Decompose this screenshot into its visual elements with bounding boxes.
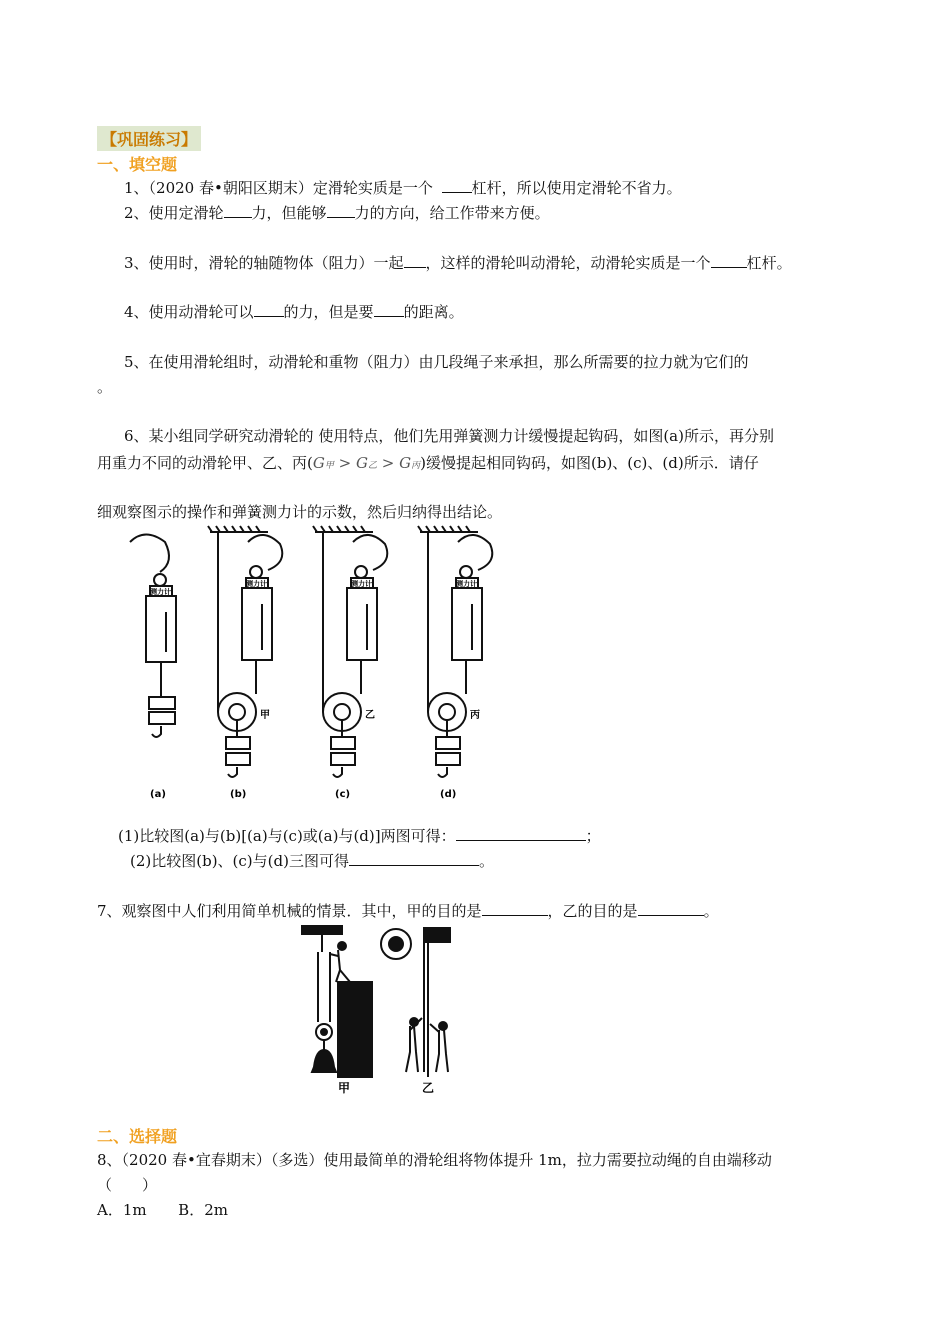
fig-label-c: (c) bbox=[335, 789, 351, 800]
fig-label-b: (b) bbox=[230, 789, 247, 800]
pulley-label-bing: 丙 bbox=[470, 710, 480, 721]
q6-sub1-end: ； bbox=[585, 827, 601, 845]
pulley-label-yi: 乙 bbox=[365, 710, 375, 721]
pulley-scene-figure bbox=[298, 922, 468, 1097]
q1-text-a: 1、（2020 春•朝阳区期末）定滑轮实质是一个 bbox=[124, 179, 433, 197]
question-5-line1: 5、在使用滑轮组时，动滑轮和重物（阻力）由几段绳子来承担，那么所需要的拉力就为它们的 bbox=[124, 353, 749, 371]
meter-label-b: 测力计 bbox=[246, 580, 267, 588]
question-6-sub1 bbox=[118, 825, 601, 846]
option-b[interactable]: B．2m bbox=[178, 1201, 228, 1219]
q1-text-b: 杠杆，所以使用定滑轮不省力。 bbox=[471, 179, 682, 197]
section-fill-blank-title: 一、填空题 bbox=[97, 155, 178, 174]
q6-sub1-blank[interactable] bbox=[456, 826, 586, 841]
q7-blank-1[interactable] bbox=[482, 901, 548, 916]
fig-label-d: (d) bbox=[440, 789, 457, 800]
q7-text-c: 。 bbox=[703, 902, 719, 920]
q4-text-a: 4、使用动滑轮可以 bbox=[124, 303, 254, 321]
pulley-label-jia: 甲 bbox=[260, 710, 270, 721]
q7-blank-2[interactable] bbox=[638, 901, 704, 916]
q2-blank-1[interactable] bbox=[224, 203, 252, 218]
q2-text-c: 力的方向，给工作带来方便。 bbox=[354, 204, 550, 222]
q4-blank-1[interactable] bbox=[254, 302, 284, 317]
fig-label-a: (a) bbox=[150, 789, 166, 800]
q6-line2-a: 用重力不同的动滑轮甲、乙、丙( bbox=[97, 454, 313, 472]
question-8-line1: 8、（2020 春•宜春期末）（多选）使用最简单的滑轮组将物体提升 1m，拉力需要拉动绳的自由端移动 bbox=[97, 1151, 772, 1169]
q2-text-a: 2、使用定滑轮 bbox=[124, 204, 224, 222]
q6-formula: G甲 > G乙 > G丙 bbox=[312, 454, 421, 472]
practice-header: 【巩固练习】 bbox=[97, 126, 201, 151]
meter-label-c: 测力计 bbox=[351, 580, 372, 588]
question-6-line2 bbox=[97, 452, 759, 473]
q6-sub2-end: 。 bbox=[478, 852, 494, 870]
q3-text-b: ，这样的滑轮叫动滑轮，动滑轮实质是一个 bbox=[425, 254, 711, 272]
q6-sub2-blank[interactable] bbox=[349, 851, 479, 866]
setup-d bbox=[418, 526, 492, 777]
question-1 bbox=[124, 177, 682, 198]
q7-text-b: ，乙的目的是 bbox=[547, 902, 638, 920]
q2-text-b: 力，但能够 bbox=[251, 204, 327, 222]
section-choice-title: 二、选择题 bbox=[97, 1127, 178, 1146]
q4-text-b: 的力，但是要 bbox=[283, 303, 374, 321]
question-3 bbox=[124, 252, 792, 273]
q4-text-c: 的距离。 bbox=[403, 303, 464, 321]
q6-sub2-text: (2)比较图(b)、(c)与(d)三图可得 bbox=[130, 852, 349, 870]
q2-blank-2[interactable] bbox=[327, 203, 355, 218]
question-6-line1: 6、某小组同学研究动滑轮的 使用特点，他们先用弹簧测力计缓慢提起钩码，如图(a)所示，再分别 bbox=[124, 427, 774, 445]
option-a[interactable]: A．1m bbox=[97, 1201, 147, 1219]
question-8-paren: （ ） bbox=[97, 1176, 158, 1194]
meter-label-d: 测力计 bbox=[456, 580, 477, 588]
q1-blank[interactable] bbox=[442, 178, 472, 193]
q7-text-a: 7、观察图中人们利用简单机械的情景．其中，甲的目的是 bbox=[97, 902, 482, 920]
q6-line2-b: )缓慢提起相同钩码，如图(b)、(c)、(d)所示．请仔 bbox=[420, 454, 759, 472]
setup-a bbox=[130, 535, 176, 738]
q4-blank-2[interactable] bbox=[374, 302, 404, 317]
pulley-experiment-figure bbox=[120, 522, 500, 812]
scene-label-yi: 乙 bbox=[422, 1081, 435, 1095]
q3-blank-1[interactable] bbox=[404, 253, 426, 268]
question-5-line2: 。 bbox=[97, 378, 113, 396]
meter-label-a: 测力计 bbox=[150, 588, 171, 596]
question-2 bbox=[124, 202, 550, 223]
q6-sub1-text: (1)比较图(a)与(b)[(a)与(c)或(a)与(d)]两图可得： bbox=[118, 827, 456, 845]
question-7 bbox=[97, 900, 719, 921]
question-8-options bbox=[97, 1199, 228, 1220]
setup-b bbox=[208, 526, 282, 777]
setup-c bbox=[313, 526, 387, 777]
q3-text-a: 3、使用时，滑轮的轴随物体（阻力）一起 bbox=[124, 254, 404, 272]
question-6-line3: 细观察图示的操作和弹簧测力计的示数，然后归纳得出结论。 bbox=[97, 503, 503, 521]
q3-text-c: 杠杆。 bbox=[746, 254, 792, 272]
question-6-sub2 bbox=[130, 850, 494, 871]
question-4 bbox=[124, 301, 464, 322]
q3-blank-2[interactable] bbox=[711, 253, 747, 268]
scene-label-jia: 甲 bbox=[338, 1081, 351, 1095]
